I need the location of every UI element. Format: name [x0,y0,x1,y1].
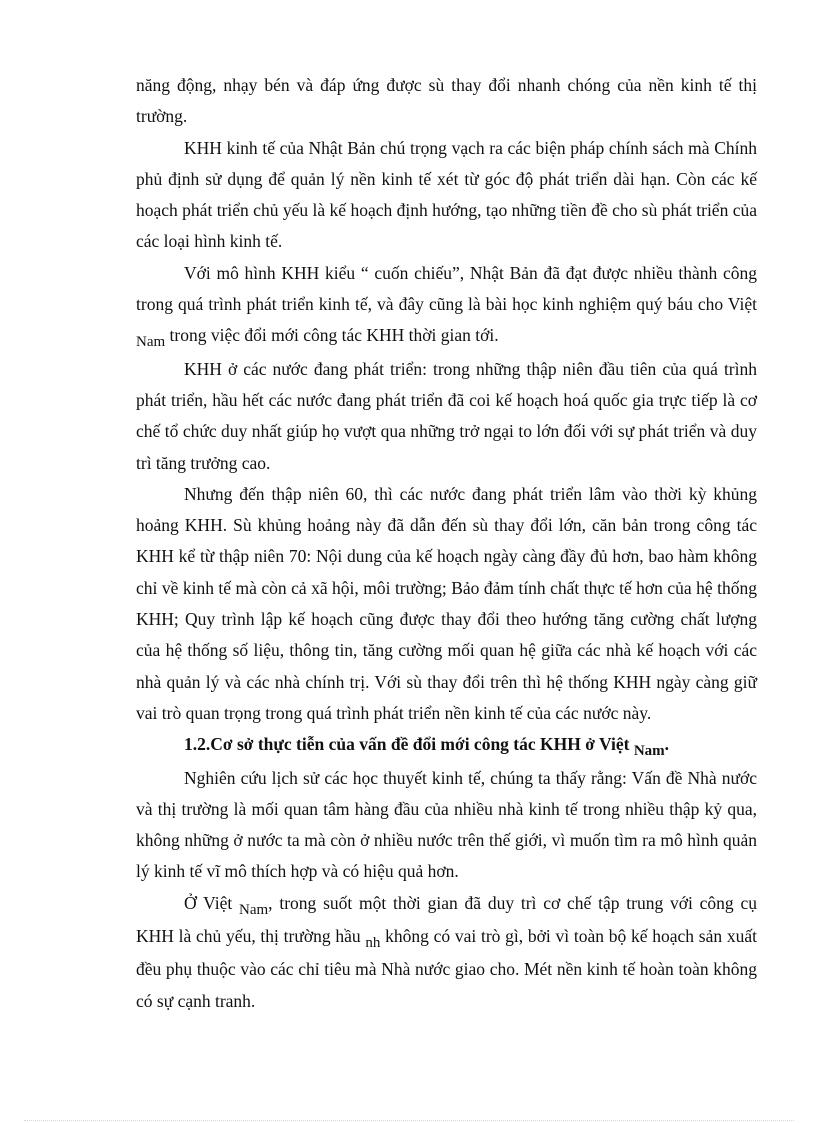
paragraph-text: 1.2.Cơ sở thực tiễn của vấn đề đổi mới công tác KHH ở Việt [184,734,634,755]
paragraph-text: . [664,734,670,755]
paragraph-text: KHH kinh tế của Nhật Bản chú trọng vạch ra các biện pháp chính sách mà Chính phủ định sử dụng để quản lý nền kinh tế xét từ góc độ phát triển dài hạn. Còn các kế hoạch phát triển chủ yếu là kế hoạch định hướng, tạo những tiền đề cho sù phát triển của các loại hình kinh tế. [136,137,757,252]
paragraph-5 [136,479,757,729]
body-text [136,70,757,1017]
paragraph-text: , trong suốt một thời gian đã duy trì cơ chế tập trung với công cụ KHH là chủ yếu, thị trường hầu [136,892,757,947]
lowered-text: Nam [239,901,269,918]
paragraph-text: Nghiên cứu lịch sử các học thuyết kinh tế, chúng ta thấy rằng: Vấn đề Nhà nước và thị trường là mối quan tâm hàng đầu của nhiều nhà kinh tế trong nhiều thập kỷ qua, không những ở nước ta mà còn ở nhiều nước trên thế giới, vì muốn tìm ra mô hình quản lý kinh tế vĩ mô thích hợp và có hiệu quả hơn. [136,767,757,882]
paragraph-4 [136,354,757,479]
paragraph-2 [136,133,757,258]
lowered-text: Nam [136,334,166,351]
lowered-text: nh [365,935,381,952]
paragraph-text: Với mô hình KHH kiểu “ cuốn chiếu”, Nhật Bản đã đạt được nhiều thành công trong quá trình phát triển kinh tế, và đây cũng là bài học kinh nghiệm quý báu cho Việt [136,262,757,315]
page-bottom-divider [24,1120,794,1121]
paragraph-text: KHH ở các nước đang phát triển: trong những thập niên đầu tiên của quá trình phát triển, hầu hết các nước đang phát triển đã coi kế hoạch hoá quốc gia trực tiếp là cơ chế tổ chức duy nhất giúp họ vượt qua những trở ngại to lớn đối với sự phát triển và duy trì tăng trưởng cao. [136,358,757,473]
lowered-text: Nam [633,743,665,760]
paragraph-text: không có vai trò gì, bởi vì toàn bộ kế hoạch sản xuất đều phụ thuộc vào các chỉ tiêu mà Nhà nước giao cho. Mét nền kinh tế hoàn toàn không có sự cạnh tranh. [136,926,757,1011]
paragraph-text: trong việc đổi mới công tác KHH thời gian tới. [165,325,499,346]
paragraph-1 [136,70,757,133]
paragraph-text: năng động, nhạy bén và đáp ứng được sù thay đổi nhanh chóng của nền kinh tế thị trường. [136,75,757,127]
paragraph-text: Nhưng đến thập niên 60, thì các nước đang phát triển lâm vào thời kỳ khủng hoảng KHH. Sù khủng hoảng này đã dẫn đến sù thay đổi lớn, căn bản trong công tác KHH kể từ thập niên 70: Nội dung của kế hoạch ngày càng đầy đủ hơn, bao hàm không chỉ về kinh tế mà còn cả xã hội, môi trường; Bảo đảm tính chất thực tế hơn của hệ thống KHH; Quy trình lập kế hoạch cũng được thay đổi theo hướng tăng cường chất lượng của hệ thống số liệu, thông tin, tăng cường mối quan hệ giữa các nhà kế hoạch với các nhà quản lý và các nhà chính trị. Với sù thay đổi trên thì hệ thống KHH ngày càng giữ vai trò quan trọng trong quá trình phát triển nền kinh tế của các nước này. [136,483,757,723]
paragraph-6 [136,763,757,888]
paragraph-7 [136,888,757,1017]
paragraph-3 [136,258,757,354]
paragraph-text: Ở Việt [184,892,239,913]
section-heading [136,729,757,762]
